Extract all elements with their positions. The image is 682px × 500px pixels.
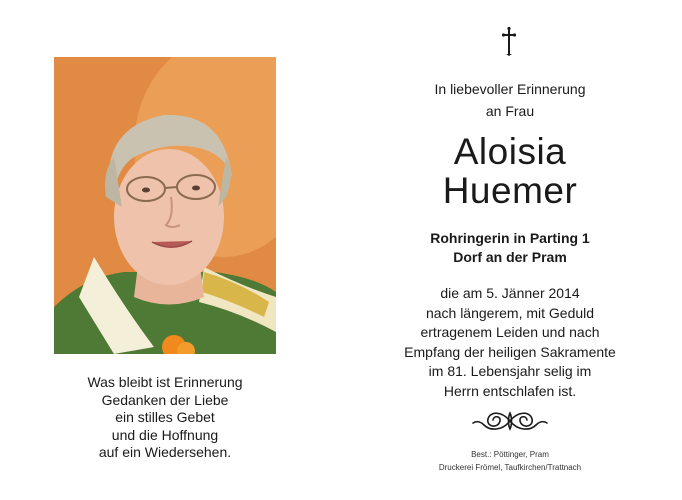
poem-line: Gedanken der Liebe <box>101 391 229 408</box>
portrait-image <box>54 57 276 354</box>
obituary-line: Empfang der heiligen Sakramente <box>404 343 616 360</box>
portrait-photo <box>54 57 276 354</box>
residence-line: Rohringerin in Parting 1 <box>430 230 590 246</box>
cross-icon <box>500 26 518 56</box>
obituary-line: im 81. Lebensjahr selig im <box>428 363 592 380</box>
intro-line: In liebevoller Erinnerung <box>434 81 586 97</box>
first-name: Aloisia <box>453 131 567 172</box>
deceased-residence <box>380 229 640 267</box>
intro-line: an Frau <box>485 103 535 119</box>
undertaker-credit: Best.: Pöttinger, Pram <box>471 450 549 459</box>
obituary-line: ertragenem Leiden und nach <box>420 324 600 341</box>
print-shop-credit: Druckerei Frömel, Taufkirchen/Trattnach <box>438 463 582 472</box>
obituary-line: nach längerem, mit Geduld <box>425 304 595 321</box>
memorial-intro <box>380 78 640 122</box>
last-name: Huemer <box>442 170 578 211</box>
residence-line: Dorf an der Pram <box>453 249 567 265</box>
poem-line: und die Hoffnung <box>111 426 219 443</box>
obituary-line: die am 5. Jänner 2014 <box>440 285 580 301</box>
poem-line: auf ein Wiedersehen. <box>98 444 232 461</box>
memorial-poem <box>40 374 290 462</box>
poem-line: ein stilles Gebet <box>115 409 215 426</box>
flourish-ornament-icon <box>470 405 550 437</box>
obituary-text <box>370 284 650 402</box>
obituary-line: Herrn entschlafen ist. <box>443 382 577 399</box>
deceased-name <box>380 132 640 210</box>
poem-line: Was bleibt ist Erinnerung <box>87 374 243 390</box>
printer-credits <box>380 448 640 474</box>
